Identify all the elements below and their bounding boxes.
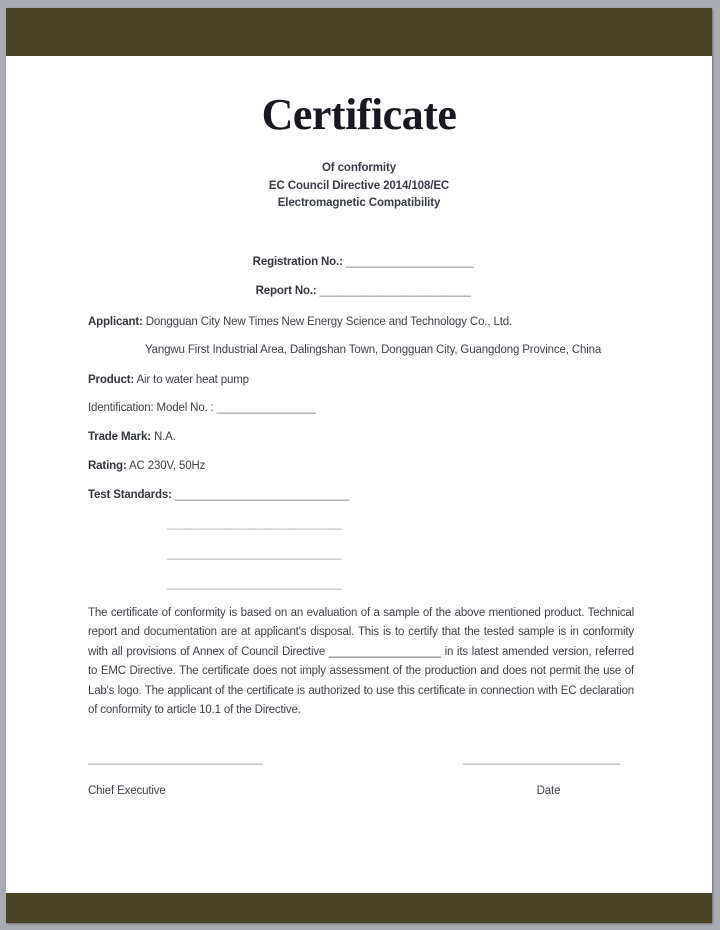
certificate-title: Certificate [261,90,457,139]
subtitle-block [6,160,712,213]
subtitle-line-conformity: Of conformity [321,162,397,174]
product-row [88,372,638,389]
identification-label: Identification: Model No. : [88,402,214,414]
registration-label: Registration No.: [252,256,343,268]
applicant-value: Dongguan City New Times New Energy Science and Technology Co., Ltd. [145,316,513,328]
rating-row [88,458,638,475]
declaration-paragraph: The certificate of conformity is based on an evaluation of a sample of the above mentioned product. Technical report and documentation are at applicant's disposal. This is to certify that the tested sample is in conformity with all provisions of Annex of Council Directive __________________ in its latest amended version, referred to EMC Directive. The certificate does not imply assessment of the production and does not permit the use of Lab's logo. The applicant of the certificate is authorized to use this certificate in connection with EC declaration of conformity to article 10.1 of the Directive. [88,607,634,717]
trademark-value: N.A. [153,431,176,443]
footer-band [6,893,712,923]
test-standards-rule-line: ______________________________ [167,578,341,590]
registration-blank-line: ______________________ [345,256,474,268]
applicant-address: Yangwu First Industrial Area, Dalingshan Town, Dongguan City, Guangdong Province, China [145,344,602,356]
applicant-label: Applicant: [88,316,143,328]
applicant-address-row [145,342,638,359]
identification-blank-line: _________________ [216,402,316,414]
test-standards-blank-line: ______________________________ [174,489,349,501]
applicant-row [88,314,638,331]
report-blank-line: __________________________ [319,285,471,297]
certificate-page [6,8,712,923]
date-label: Date [536,785,561,797]
report-label: Report No.: [255,285,317,297]
report-row [88,283,638,300]
test-standards-label: Test Standards: [88,489,172,501]
subtitle-line-directive: EC Council Directive 2014/108/EC [268,179,450,192]
subtitle-line-emc: Electromagnetic Compatibility [277,197,441,209]
chief-executive-label: Chief Executive [88,785,166,797]
signature-line-right: ___________________________ [463,753,620,765]
trademark-row [88,429,638,446]
trademark-label: Trade Mark: [88,431,151,443]
rating-label: Rating: [88,460,127,472]
identification-row [88,400,638,417]
product-label: Product: [88,374,135,386]
registration-row [88,254,638,271]
test-standards-row [88,487,638,504]
test-standards-rule-line: ______________________________ [167,518,341,530]
header-band [6,8,712,56]
product-value: Air to water heat pump [136,374,249,386]
signature-line-left: ______________________________ [88,753,262,765]
rating-value: AC 230V, 50Hz [128,460,206,472]
test-standards-rule-line: ______________________________ [167,548,341,560]
